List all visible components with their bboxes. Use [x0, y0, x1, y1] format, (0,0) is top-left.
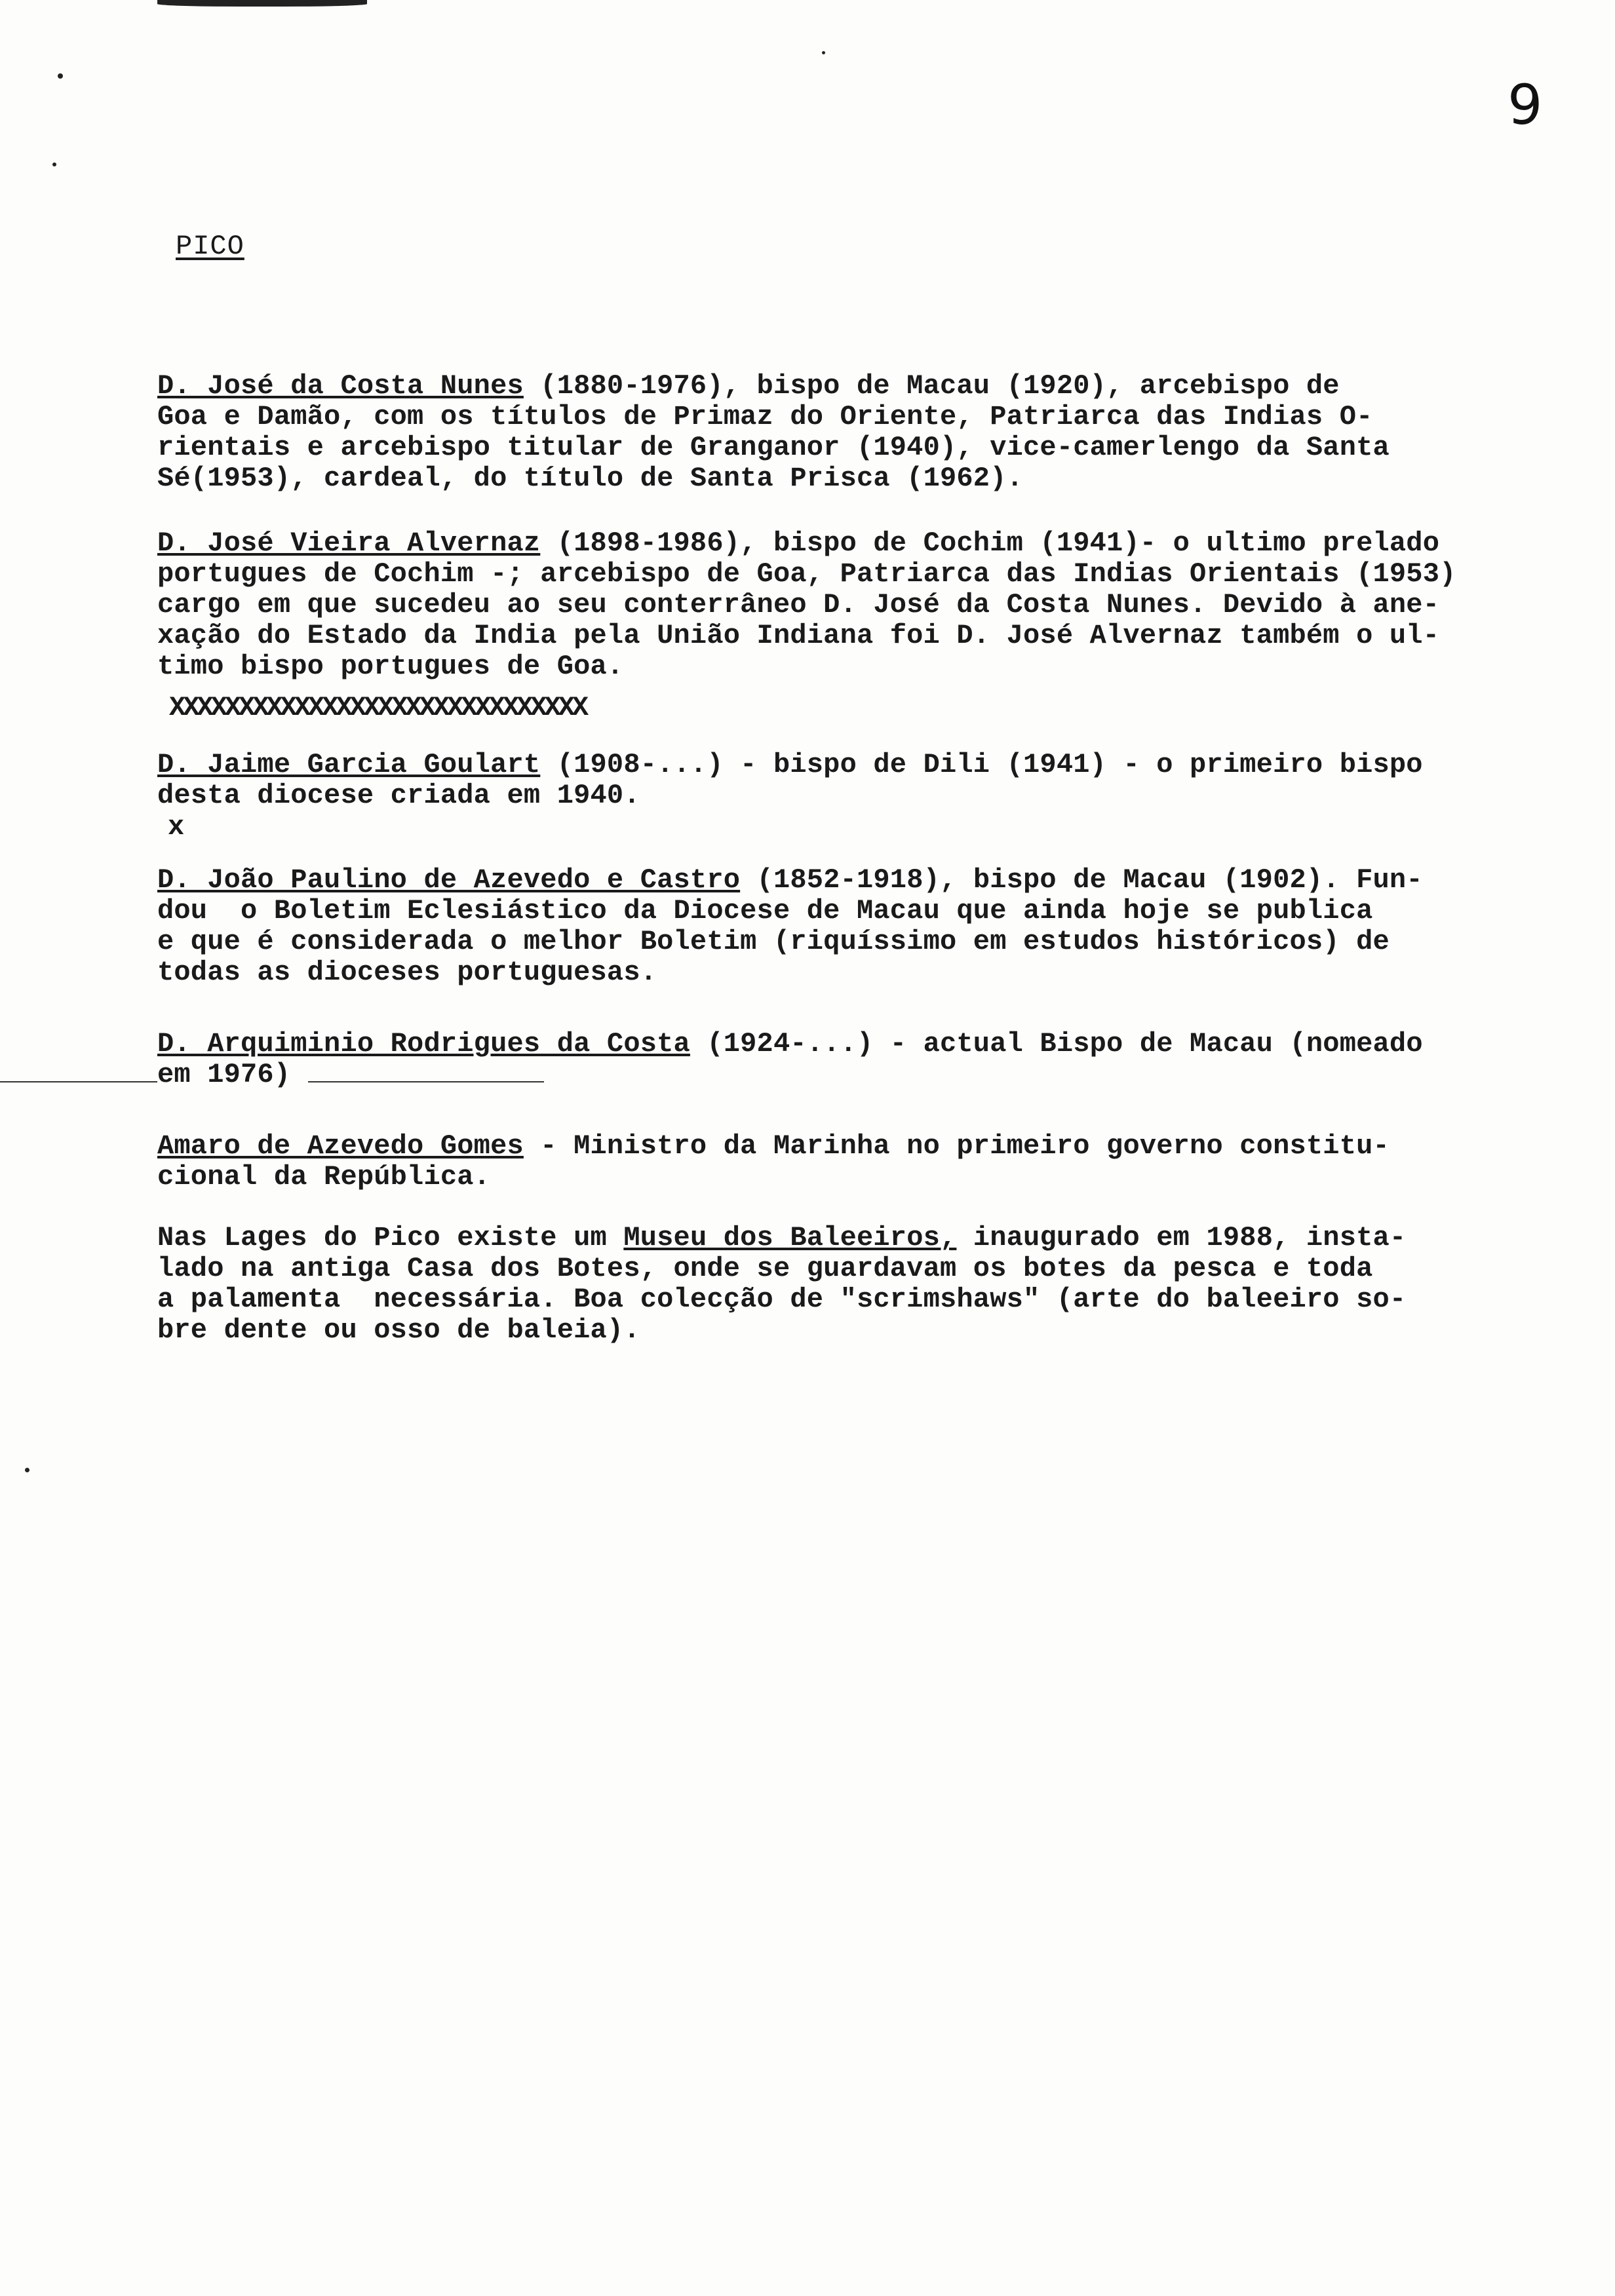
text-line: e que é considerada o melhor Boletim (riquíssimo em estudos históricos) de [157, 926, 1390, 957]
paragraph-azevedo-gomes [157, 1131, 1599, 1193]
scan-speck [52, 163, 56, 166]
text-line: dou o Boletim Eclesiástico da Diocese de Macau que ainda hoje se publica [157, 895, 1373, 927]
paragraph-garcia-goulart [157, 750, 1599, 811]
margin-rule [0, 1081, 157, 1082]
margin-rule [308, 1081, 544, 1082]
scan-artifact-top [157, 0, 367, 7]
scan-speck [25, 1468, 29, 1472]
text-line: xação do Estado da India pela União Indiana foi D. José Alvernaz também o ul- [157, 620, 1440, 651]
text-line: D. José Vieira Alvernaz (1898-1986), bispo de Cochim (1941)- o ultimo prelado [157, 527, 1440, 559]
scan-speck [58, 73, 63, 79]
text-line: em 1976) [157, 1059, 291, 1090]
text-line: Sé(1953), cardeal, do título de Santa Prisca (1962). [157, 463, 1024, 494]
text-line: Nas Lages do Pico existe um Museu dos Baleeiros, inaugurado em 1988, insta- [157, 1222, 1407, 1253]
person-name: D. José da Costa Nunes [157, 370, 524, 402]
person-name: D. Arquiminio Rodrigues da Costa [157, 1028, 690, 1060]
person-name: Amaro de Azevedo Gomes [157, 1130, 524, 1162]
text-line: cargo em que sucedeu ao seu conterrâneo D. José da Costa Nunes. Devido à ane- [157, 589, 1440, 621]
paragraph-vieira-alvernaz [157, 528, 1599, 682]
text-line: portugues de Cochim -; arcebispo de Goa, Patriarca das Indias Orientais (1953) [157, 558, 1456, 590]
text-line: cional da República. [157, 1161, 491, 1193]
stray-mark: x [168, 811, 185, 843]
text-line: Amaro de Azevedo Gomes - Ministro da Marinha no primeiro governo constitu- [157, 1130, 1390, 1162]
text-line: Goa e Damão, com os títulos de Primaz do Oriente, Patriarca das Indias O- [157, 401, 1373, 432]
text-line: D. Jaime Garcia Goulart (1908-...) - bispo de Dili (1941) - o primeiro bispo [157, 749, 1423, 780]
text-line: D. José da Costa Nunes (1880-1976), bispo de Macau (1920), arcebispo de [157, 370, 1340, 402]
paragraph-costa-nunes [157, 371, 1599, 494]
text-line: todas as dioceses portuguesas. [157, 957, 657, 988]
paragraph-azevedo-castro [157, 865, 1599, 988]
museum-name: Museu dos Baleeiros, [623, 1222, 957, 1253]
text-line: desta diocese criada em 1940. [157, 780, 640, 811]
section-title: PICO [176, 231, 244, 262]
text-line: timo bispo portugues de Goa. [157, 651, 624, 682]
text-line: D. João Paulino de Azevedo e Castro (1852-1918), bispo de Macau (1902). Fun- [157, 864, 1423, 896]
paragraph-museu-baleeiros [157, 1223, 1599, 1346]
text-line: D. Arquiminio Rodrigues da Costa (1924-...) - actual Bispo de Macau (nomeado [157, 1028, 1423, 1060]
text-line: a palamenta necessária. Boa colecção de "scrimshaws" (arte do baleeiro so- [157, 1284, 1407, 1315]
scan-speck [822, 51, 825, 54]
person-name: D. João Paulino de Azevedo e Castro [157, 864, 741, 896]
text-line: bre dente ou osso de baleia). [157, 1314, 640, 1346]
crossed-out-line: XXXXXXXXXXXXXXXXXXXXXXXXXXXXXX [169, 692, 587, 723]
text-line: lado na antiga Casa dos Botes, onde se guardavam os botes da pesca e toda [157, 1253, 1373, 1284]
text-line: rientais e arcebispo titular de Granganor (1940), vice-camerlengo da Santa [157, 432, 1390, 463]
person-name: D. José Vieira Alvernaz [157, 527, 541, 559]
person-name: D. Jaime Garcia Goulart [157, 749, 541, 780]
page-number: 9 [1508, 73, 1543, 137]
